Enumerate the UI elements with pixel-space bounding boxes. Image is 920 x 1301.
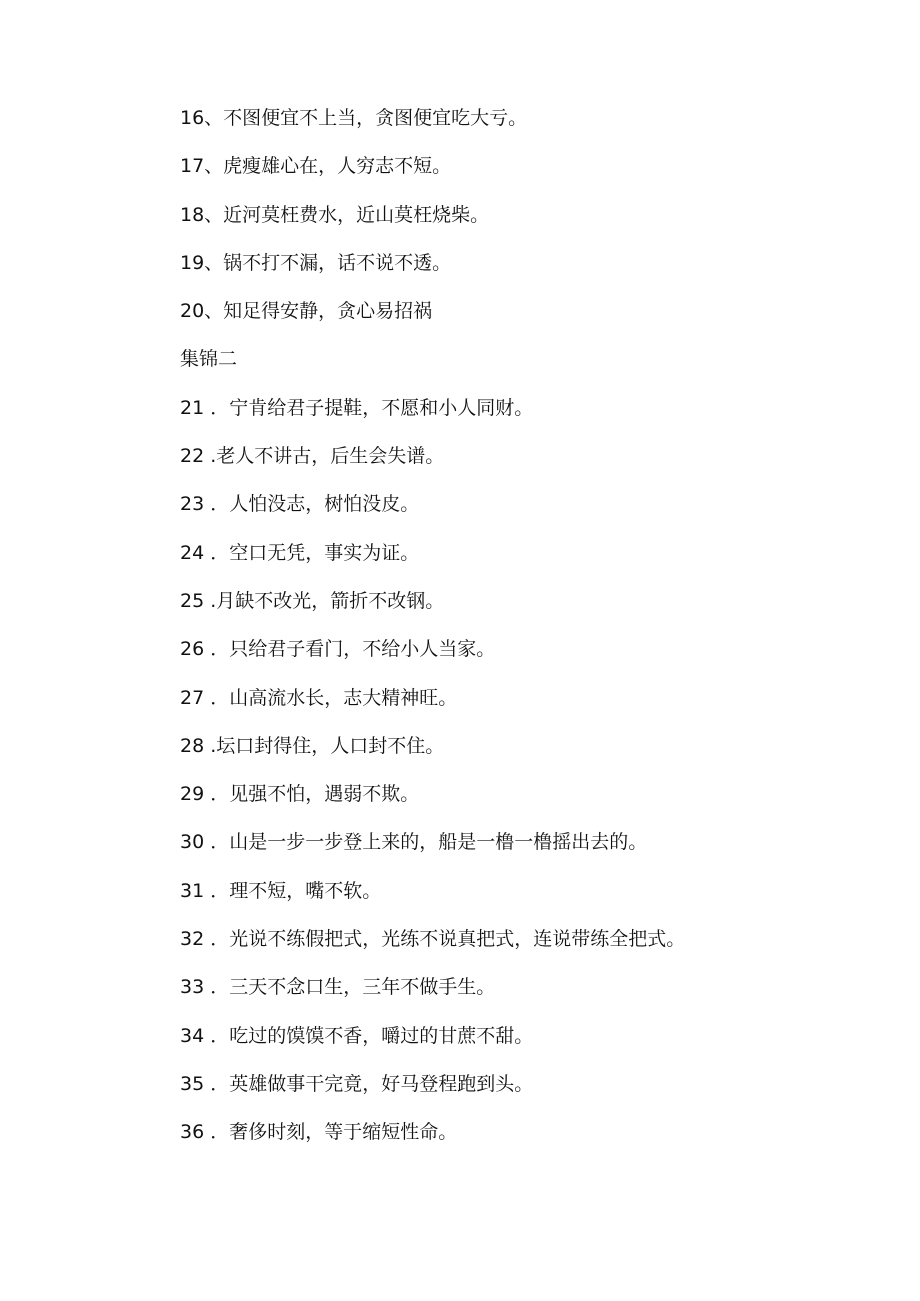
proverb-line: 34 ．吃过的馍馍不香，嚼过的甘蔗不甜。 — [180, 1024, 534, 1047]
proverb-list — [180, 102, 900, 1165]
section-heading: 集锦二 — [180, 348, 238, 371]
proverb-line: 29 ．见强不怕，遇弱不欺。 — [180, 783, 420, 806]
proverb-line: 20、知足得安静，贪心易招祸 — [180, 300, 433, 323]
proverb-line: 32 ．光说不练假把式，光练不说真把式，连说带练全把式。 — [180, 928, 686, 951]
proverb-line: 23 ．人怕没志，树怕没皮。 — [180, 493, 420, 516]
proverb-line: 16、不图便宜不上当，贪图便宜吃大亏。 — [180, 107, 528, 129]
proverb-line: 19、锅不打不漏，话不说不透。 — [180, 251, 452, 274]
proverb-line: 25 .月缺不改光，箭折不改钢。 — [180, 589, 445, 612]
proverb-line: 36 ．奢侈时刻，等于缩短性命。 — [180, 1121, 458, 1144]
proverb-line: 28 .坛口封得住，人口封不住。 — [180, 734, 445, 757]
proverb-line: 35 ．英雄做事干完竟，好马登程跑到头。 — [180, 1072, 534, 1095]
proverb-line: 31 ．理不短，嘴不软。 — [180, 879, 382, 902]
proverb-line: 33 ．三天不念口生，三年不做手生。 — [180, 976, 496, 999]
proverb-line: 21 ．宁肯给君子提鞋，不愿和小人同财。 — [180, 396, 534, 419]
proverb-line: 26 ．只给君子看门，不给小人当家。 — [180, 638, 496, 661]
proverb-line: 30 ．山是一步一步登上来的，船是一橹一橹摇出去的。 — [180, 831, 648, 854]
proverb-line: 27 ．山高流水长，志大精神旺。 — [180, 686, 458, 709]
proverb-line: 17、虎瘦雄心在，人穷志不短。 — [180, 155, 452, 178]
proverb-line: 18、近河莫枉费水，近山莫枉烧柴。 — [180, 203, 490, 226]
proverb-line: 24 ．空口无凭，事实为证。 — [180, 541, 420, 564]
proverb-line: 22 .老人不讲古，后生会失谱。 — [180, 445, 445, 468]
